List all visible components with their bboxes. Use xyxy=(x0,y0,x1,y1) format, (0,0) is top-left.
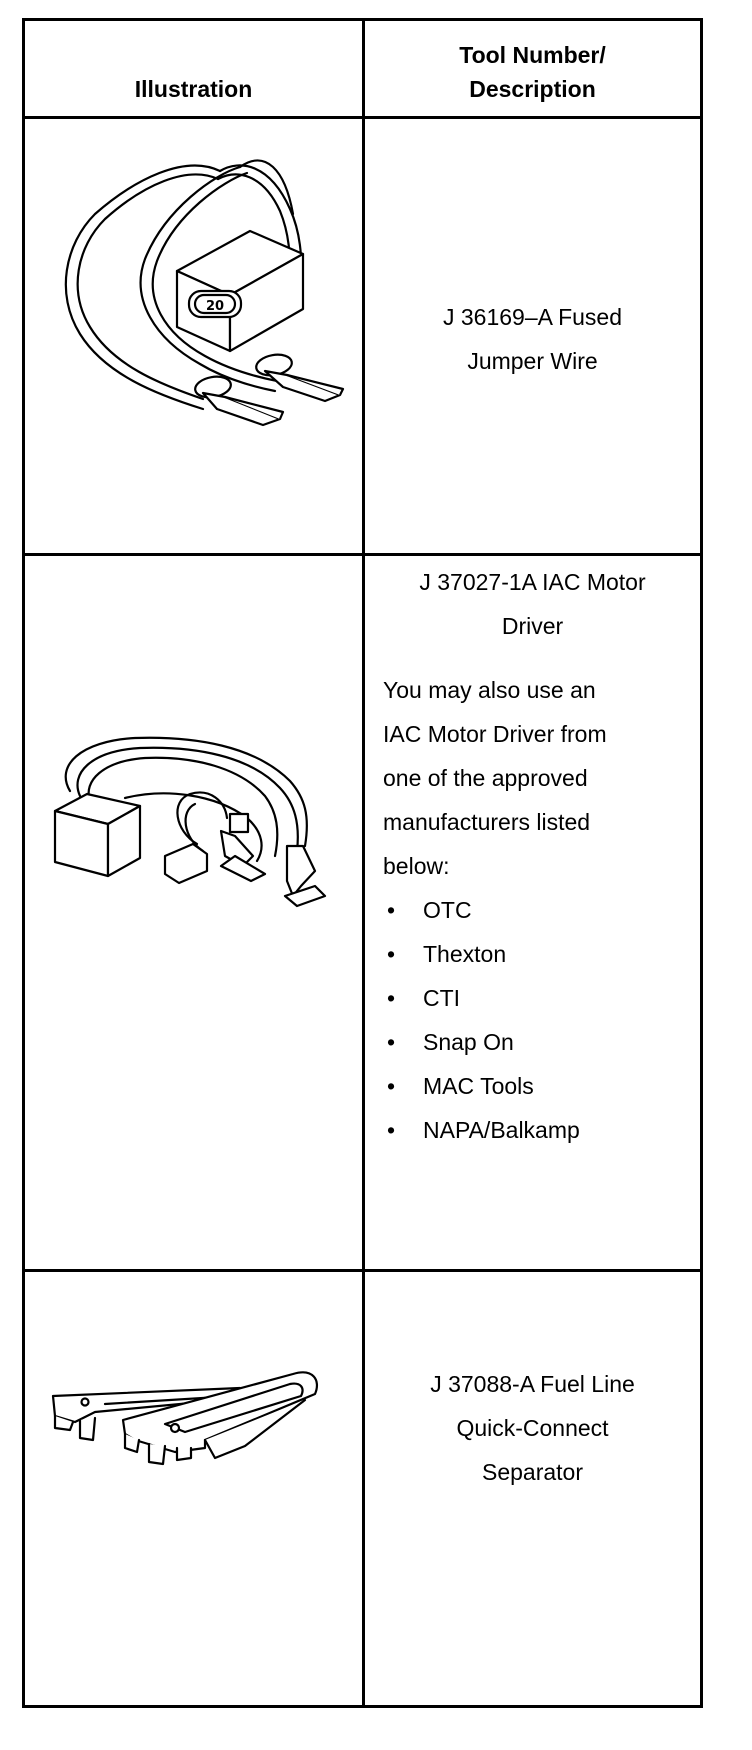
tool-description-line: Separator xyxy=(481,1459,583,1485)
fused-jumper-wire-illustration xyxy=(25,119,362,553)
row1-illustration-cell xyxy=(25,119,362,553)
list-item: • MAC Tools xyxy=(383,1064,682,1108)
tool-description-line: J 36169–A Fused xyxy=(442,304,623,330)
header-tool-cell xyxy=(365,21,700,116)
header-illustration: Illustration xyxy=(134,76,253,102)
header-illustration-cell xyxy=(25,21,362,116)
row3-description-cell xyxy=(365,1272,700,1705)
note-line: one of the approved xyxy=(383,765,588,791)
tool-description-line: Quick-Connect xyxy=(456,1415,609,1441)
tool-description-line: J 37088-A Fuel Line xyxy=(430,1371,635,1397)
tool-description-line: Jumper Wire xyxy=(467,348,598,374)
note-line: You may also use an xyxy=(383,677,596,703)
list-item: • NAPA/Balkamp xyxy=(383,1108,682,1152)
tool-description-line: Driver xyxy=(501,613,564,639)
list-item: • Snap On xyxy=(383,1020,682,1064)
list-item: • OTC xyxy=(383,888,682,932)
header-tool-number: Tool Number/ xyxy=(459,41,606,68)
note-line: manufacturers listed xyxy=(383,809,591,835)
note-line: IAC Motor Driver from xyxy=(383,721,607,747)
tools-table xyxy=(22,18,703,1708)
list-item: • Thexton xyxy=(383,932,682,976)
iac-motor-driver-illustration xyxy=(25,556,362,1269)
row2-illustration-cell xyxy=(25,556,362,1269)
manufacturer-list xyxy=(383,888,682,1152)
row1-description-cell xyxy=(365,119,700,553)
tool-description-line: J 37027-1A IAC Motor xyxy=(419,569,646,595)
row2-description-cell xyxy=(365,556,700,1269)
note-line: below: xyxy=(383,853,450,879)
quick-connect-separator-illustration xyxy=(25,1272,362,1705)
list-item: • CTI xyxy=(383,976,682,1020)
row3-illustration-cell xyxy=(25,1272,362,1705)
header-description: Description xyxy=(469,75,596,102)
fuse-label: 20 xyxy=(205,299,225,314)
